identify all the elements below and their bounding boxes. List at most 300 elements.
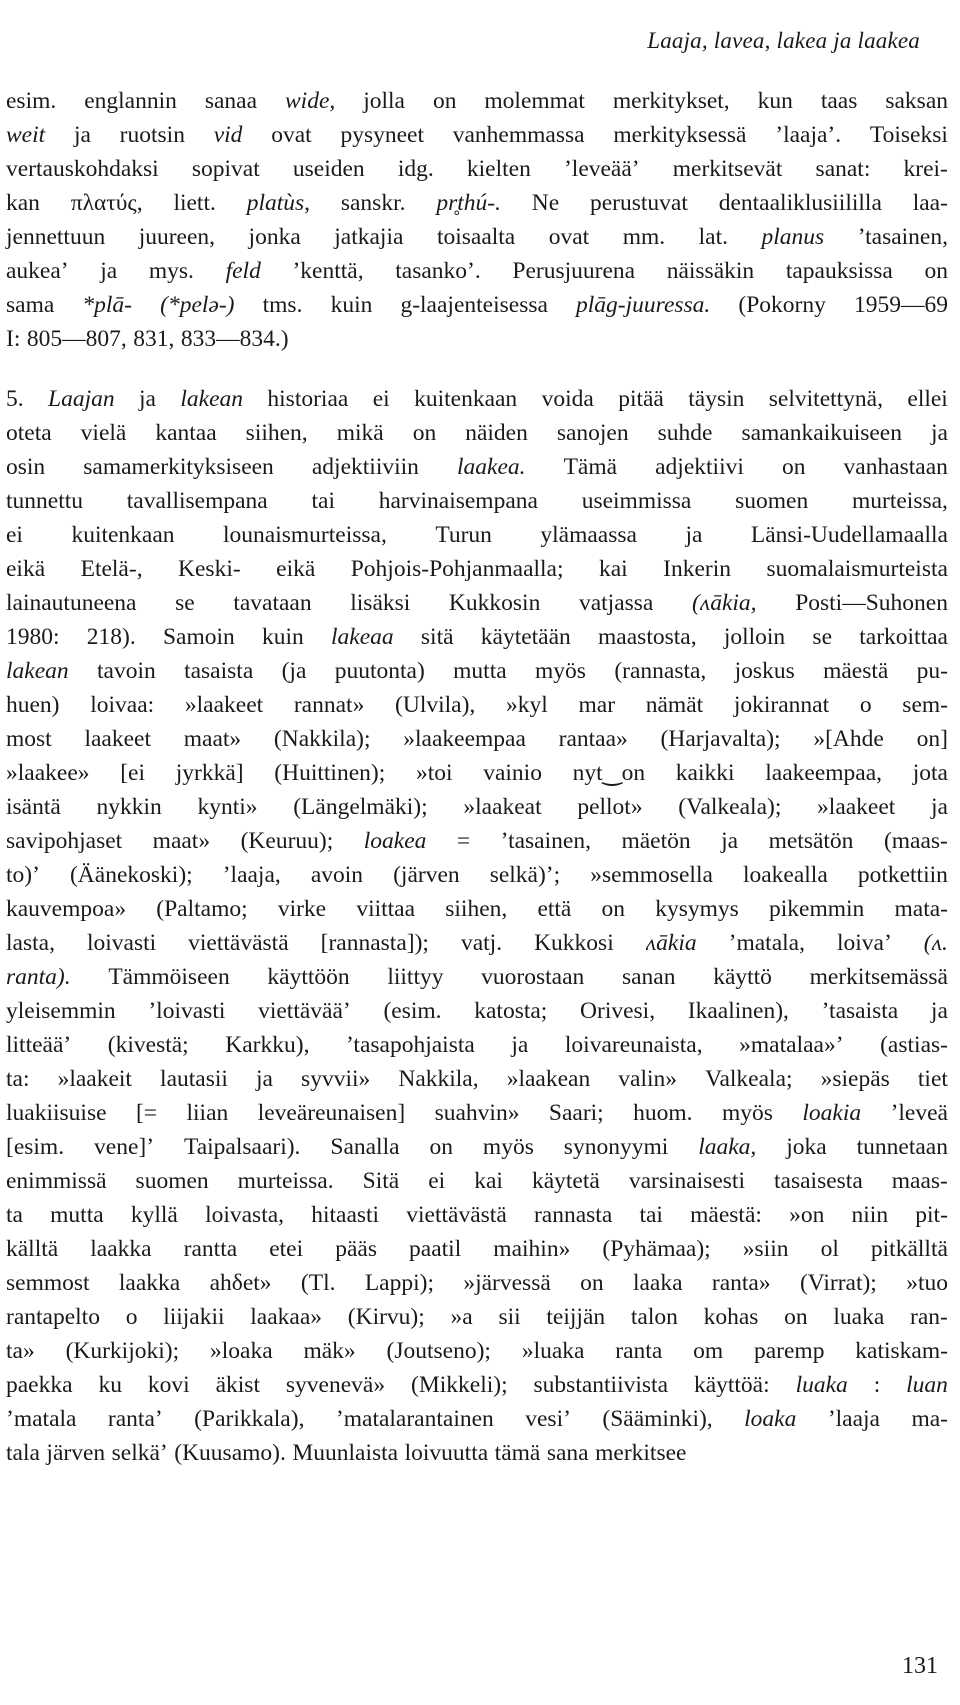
- word: maat»: [183, 726, 242, 752]
- word: 218).: [86, 624, 136, 650]
- text-line: [6, 322, 948, 356]
- word: Ne: [531, 190, 560, 216]
- word: ’tasapohjaista: [346, 1032, 475, 1058]
- body-text: [6, 84, 948, 1470]
- word: ranta: [615, 1338, 663, 1364]
- word: (Huittinen);: [274, 760, 386, 786]
- word: käytetä: [531, 1168, 600, 1194]
- word: oteta: [6, 420, 52, 446]
- word: planus: [761, 224, 825, 250]
- word: tms.: [262, 292, 303, 318]
- word: englannin: [84, 88, 177, 114]
- word: Tämmöiseen: [108, 964, 230, 990]
- word: pääs: [335, 1236, 377, 1262]
- word: ’tasainen,: [500, 828, 591, 854]
- word: mäestä: [823, 658, 889, 684]
- word: rannasta: [533, 1202, 613, 1228]
- text-line: [6, 1062, 948, 1096]
- word: o: [125, 1304, 138, 1330]
- word: katiskam-: [855, 1338, 948, 1364]
- word: ol: [820, 1236, 839, 1262]
- word: sanskr.: [340, 190, 406, 216]
- word: »laakeempaa: [403, 726, 526, 752]
- word: jonka: [248, 224, 301, 250]
- word: Valkeala;: [705, 1066, 793, 1092]
- word: jokirannat: [733, 692, 830, 718]
- word: rannat»: [293, 692, 365, 718]
- word: »tuo: [906, 1270, 948, 1296]
- word: most: [6, 726, 52, 752]
- word: on: [580, 1270, 604, 1296]
- word: »a: [450, 1304, 473, 1330]
- word: (ja: [281, 658, 307, 684]
- word: ja: [685, 522, 703, 548]
- word: kuitenkaan: [71, 522, 175, 548]
- word: käyttöä:: [693, 1372, 770, 1398]
- word: ranta»: [711, 1270, 771, 1296]
- word: historiaa: [267, 386, 349, 412]
- word: ta»: [6, 1338, 35, 1364]
- word: molemmat: [484, 88, 585, 114]
- word: suomen: [135, 1168, 209, 1194]
- word: jennettuun: [6, 224, 106, 250]
- word: (ʌākia,: [691, 590, 757, 616]
- word: sanaa: [204, 88, 258, 114]
- word: vesi’: [525, 1406, 571, 1432]
- word: merkitsevät: [672, 156, 783, 182]
- word: ’laaja’.: [775, 122, 842, 148]
- word: teijjän: [546, 1304, 606, 1330]
- text-line: [6, 688, 948, 722]
- word: lautasii: [160, 1066, 228, 1092]
- word: kynti»: [197, 794, 258, 820]
- word: kysymys: [655, 896, 739, 922]
- word: (Längelmäki);: [293, 794, 428, 820]
- word: :: [873, 1372, 881, 1398]
- word: tunnetaan: [856, 1134, 948, 1160]
- word: selkä’: [111, 1440, 168, 1466]
- word: käyttöön: [267, 964, 350, 990]
- word: »luaka: [521, 1338, 585, 1364]
- word: 831,: [133, 326, 175, 352]
- word: toisaalta: [436, 224, 516, 250]
- word: »laakeit: [57, 1066, 132, 1092]
- word: laakeet: [84, 726, 151, 752]
- word: pu-: [916, 658, 948, 684]
- word: Inkerin: [663, 556, 732, 582]
- word: ja: [100, 258, 118, 284]
- word: samamerkityksiseen: [83, 454, 274, 480]
- text-line: [6, 1232, 948, 1266]
- word: lounaismurteissa,: [223, 522, 387, 548]
- word: perustuvat: [590, 190, 688, 216]
- text-line: [6, 220, 948, 254]
- text-line: [6, 620, 948, 654]
- text-line: [6, 892, 948, 926]
- word: mys.: [148, 258, 194, 284]
- word: sana: [546, 1440, 589, 1466]
- word: adjektiivi: [655, 454, 744, 480]
- text-line: [6, 1096, 948, 1130]
- word: syvvii»: [301, 1066, 371, 1092]
- text-line: [6, 824, 948, 858]
- word: g-laajenteisessa: [400, 292, 548, 318]
- word: sii: [498, 1304, 521, 1330]
- word: selkä)’;: [489, 862, 561, 888]
- word: potkettiin: [857, 862, 948, 888]
- word: (ʌ.: [923, 930, 948, 956]
- word: ’leveää’: [563, 156, 640, 182]
- word: eikä: [276, 556, 316, 582]
- word: ja: [930, 998, 948, 1024]
- word: merkityksessä: [613, 122, 747, 148]
- word: esim.: [6, 88, 57, 114]
- word: loakia: [802, 1100, 862, 1126]
- word: äkist: [215, 1372, 260, 1398]
- word: 805—807,: [26, 326, 127, 352]
- word: ’tasaista: [821, 998, 899, 1024]
- word: ’loivasti: [148, 998, 226, 1024]
- running-header: Laaja, lavea, lakea ja laakea: [647, 28, 920, 53]
- word: 1959—69: [854, 292, 948, 318]
- word: vid: [213, 122, 243, 148]
- word: luaka: [795, 1372, 848, 1398]
- word: tasanko’.: [395, 258, 481, 284]
- word: kai: [474, 1168, 503, 1194]
- word: tai: [311, 488, 335, 514]
- text-line: [6, 1164, 948, 1198]
- word: myös: [482, 1134, 534, 1160]
- text-line: [6, 790, 948, 824]
- word: useiden: [292, 156, 365, 182]
- word: huen): [6, 692, 60, 718]
- word: loivasta,: [205, 1202, 285, 1228]
- word: viettävästä: [188, 930, 289, 956]
- word: kaikki: [675, 760, 735, 786]
- word: (Kuusamo).: [174, 1440, 286, 1466]
- word: tapauksissa: [785, 258, 893, 284]
- word: jatkajia: [334, 224, 404, 250]
- word: (Keuruu);: [240, 828, 334, 854]
- word: voida: [541, 386, 594, 412]
- word: Toiseksi: [869, 122, 948, 148]
- word: viettävästä: [406, 1202, 507, 1228]
- word: mikä: [336, 420, 384, 446]
- word: »on: [789, 1202, 825, 1228]
- word: paatil: [409, 1236, 462, 1262]
- text-line: [6, 722, 948, 756]
- word: näiden: [465, 420, 528, 446]
- text-line: [6, 586, 948, 620]
- word: harvinaisempana: [378, 488, 538, 514]
- word: pysyneet: [340, 122, 424, 148]
- word: liijakii: [163, 1304, 225, 1330]
- word: wide,: [284, 88, 336, 114]
- paragraph-2: [6, 382, 948, 1470]
- word: »semmosella: [590, 862, 713, 888]
- word: lakeaa: [331, 624, 394, 650]
- text-line: [6, 518, 948, 552]
- word: se: [175, 590, 195, 616]
- word: adjektiiviin: [311, 454, 419, 480]
- word: laa-: [912, 190, 948, 216]
- word: laakka: [118, 1270, 181, 1296]
- text-line: [6, 960, 948, 994]
- word: loakea: [363, 828, 427, 854]
- word: Muunlaista: [292, 1440, 399, 1466]
- word: sanat:: [815, 156, 871, 182]
- word: tasaista: [184, 658, 254, 684]
- word: (maas-: [883, 828, 948, 854]
- text-line: [6, 756, 948, 790]
- word: ovat: [271, 122, 312, 148]
- word: litteää’: [6, 1032, 72, 1058]
- word: »laakeet: [184, 692, 264, 718]
- word: siihen,: [445, 896, 508, 922]
- word: ’matalarantainen: [335, 1406, 494, 1432]
- word: vuorostaan: [481, 964, 585, 990]
- word: pitkälltä: [870, 1236, 948, 1262]
- word: merkitsemässä: [809, 964, 948, 990]
- word: kielten: [466, 156, 531, 182]
- word: jolloin: [723, 624, 786, 650]
- word: mar: [578, 692, 616, 718]
- word: merkitsee: [595, 1440, 687, 1466]
- word: ja: [930, 420, 948, 446]
- word: samankaikuiseen: [741, 420, 902, 446]
- word: (Pyhämaa);: [602, 1236, 711, 1262]
- word: πλατύς,: [70, 190, 143, 216]
- text-line: [6, 552, 948, 586]
- word: jolla: [363, 88, 405, 114]
- word: ’laaja: [827, 1406, 880, 1432]
- word: paremp: [753, 1338, 825, 1364]
- text-line: [6, 1300, 948, 1334]
- word: suahvin»: [434, 1100, 520, 1126]
- word: ’tasainen,: [857, 224, 948, 250]
- word: on: [601, 896, 626, 922]
- word: pikemmin: [769, 896, 865, 922]
- text-line: [6, 382, 948, 416]
- word: viettävää’: [258, 998, 351, 1024]
- word: sem-: [902, 692, 948, 718]
- word: (Kurkijoki);: [65, 1338, 180, 1364]
- word: vatj.: [460, 930, 503, 956]
- word: ma-: [911, 1406, 948, 1432]
- word: on: [924, 258, 948, 284]
- word: ja: [931, 794, 948, 820]
- word: (rannasta,: [614, 658, 707, 684]
- word: kan: [6, 190, 40, 216]
- word: laakaa»: [250, 1304, 323, 1330]
- word: avoin: [310, 862, 364, 888]
- word: ʌākia: [645, 930, 697, 956]
- word: (Virrat);: [799, 1270, 877, 1296]
- word: I:: [6, 326, 21, 352]
- word: on: [432, 88, 457, 114]
- word: (Pokorny: [738, 292, 826, 318]
- word: (Valkeala);: [678, 794, 782, 820]
- word: puutonta): [334, 658, 425, 684]
- word: on: [784, 1304, 808, 1330]
- word: tavoin: [96, 658, 156, 684]
- word: lainautuneena: [6, 590, 137, 616]
- text-line: [6, 1402, 948, 1436]
- word: rantta: [183, 1236, 238, 1262]
- text-line: [6, 1436, 948, 1470]
- word: Pohjois-Pohjanmaalla;: [350, 556, 564, 582]
- word: valin»: [618, 1066, 678, 1092]
- word: metsätön: [768, 828, 854, 854]
- word: »laakee»: [6, 760, 90, 786]
- word: [=: [135, 1100, 158, 1126]
- text-line: [6, 1368, 948, 1402]
- word: myös: [722, 1100, 773, 1126]
- word: mäk»: [303, 1338, 356, 1364]
- word: on: [412, 420, 437, 446]
- word: vielä: [80, 420, 127, 446]
- word: Kukkosin: [448, 590, 541, 616]
- word: katosta;: [474, 998, 548, 1024]
- word: laakea.: [456, 454, 526, 480]
- paragraph-1: [6, 84, 948, 356]
- word: laaka: [632, 1270, 683, 1296]
- word: joka: [786, 1134, 827, 1160]
- word: suomen: [735, 488, 809, 514]
- word: Etelä-,: [80, 556, 143, 582]
- text-line: [6, 1266, 948, 1300]
- word: »siin: [742, 1236, 789, 1262]
- word: »[Ahde: [813, 726, 884, 752]
- word: kyllä: [130, 1202, 178, 1228]
- word: (esim.: [383, 998, 442, 1024]
- word: krei-: [903, 156, 948, 182]
- word: liett.: [173, 190, 216, 216]
- word: to)’: [6, 862, 40, 888]
- word: tiet: [917, 1066, 948, 1092]
- word: Ikaalinen),: [687, 998, 789, 1024]
- word: kuitenkaan: [414, 386, 518, 412]
- text-line: [6, 1198, 948, 1232]
- word: Karkku),: [225, 1032, 310, 1058]
- word: »laakeat: [463, 794, 542, 820]
- text-line: [6, 1028, 948, 1062]
- word: useimmissa: [581, 488, 692, 514]
- word: (Harjavalta);: [660, 726, 781, 752]
- word: mäetön: [621, 828, 691, 854]
- word: Sanalla: [330, 1134, 400, 1160]
- word: Tämä: [563, 454, 618, 480]
- word: kohas: [703, 1304, 759, 1330]
- word: juureen,: [138, 224, 216, 250]
- word: ta: [6, 1202, 23, 1228]
- text-line: [6, 654, 948, 688]
- word: ja: [139, 386, 156, 412]
- word: (astias-: [880, 1032, 948, 1058]
- word: ’matala: [6, 1406, 77, 1432]
- word: että: [537, 896, 572, 922]
- word: loaka: [744, 1406, 797, 1432]
- word: vatjassa: [578, 590, 654, 616]
- word: semmost: [6, 1270, 90, 1296]
- word: synonyymi: [563, 1134, 669, 1160]
- word: jyrkkä]: [175, 760, 244, 786]
- word: isäntä: [6, 794, 61, 820]
- word: laaka,: [698, 1134, 757, 1160]
- word: murteissa,: [851, 488, 948, 514]
- word: tala: [6, 1440, 40, 1466]
- word: om: [693, 1338, 724, 1364]
- word: liittyy: [387, 964, 444, 990]
- word: lasta,: [6, 930, 55, 956]
- word: sanan: [621, 964, 676, 990]
- word: (Nakkila);: [273, 726, 371, 752]
- word: ’kenttä,: [292, 258, 364, 284]
- word: (Mikkeli);: [411, 1372, 508, 1398]
- word: mata-: [894, 896, 948, 922]
- word: Keski-: [178, 556, 241, 582]
- word: (järven: [393, 862, 460, 888]
- word: (Äänekoski);: [69, 862, 193, 888]
- word: enimmissä: [6, 1168, 107, 1194]
- word: (Joutseno);: [386, 1338, 491, 1364]
- word: loivaa:: [90, 692, 155, 718]
- word: maihin»: [493, 1236, 571, 1262]
- word: [ei: [120, 760, 146, 786]
- word: lisäksi: [350, 590, 411, 616]
- word: on: [781, 454, 806, 480]
- word: källtä: [6, 1236, 59, 1262]
- word: sama: [6, 292, 55, 318]
- word: savipohjaset: [6, 828, 123, 854]
- text-line: [6, 1130, 948, 1164]
- word: siihen,: [245, 420, 308, 446]
- word: loivasti: [86, 930, 157, 956]
- word: ranta’: [107, 1406, 163, 1432]
- text-line: [6, 186, 948, 220]
- word: viittaa: [356, 896, 416, 922]
- word: »järvessä: [463, 1270, 551, 1296]
- word: huom.: [633, 1100, 693, 1126]
- word: vainio: [483, 760, 542, 786]
- word: mutta: [50, 1202, 104, 1228]
- word: ranta).: [6, 964, 71, 990]
- word: loakealla: [742, 862, 828, 888]
- word: pr̥thú-.: [436, 190, 501, 216]
- word: yleisemmin: [6, 998, 116, 1024]
- word: kovi: [147, 1372, 190, 1398]
- word: tai: [639, 1202, 663, 1228]
- word: Länsi-Uudellamaalla: [750, 522, 948, 548]
- word: paekka: [6, 1372, 73, 1398]
- word: ei: [372, 386, 390, 412]
- word: ei: [6, 522, 23, 548]
- word: vene]’: [94, 1134, 155, 1160]
- word: tavataan: [233, 590, 312, 616]
- word: Lappi);: [364, 1270, 434, 1296]
- word: virke: [277, 896, 327, 922]
- word: se: [812, 624, 832, 650]
- word: sanojen: [556, 420, 629, 446]
- word: varsinaisesti: [628, 1168, 745, 1194]
- word: Posti—Suhonen: [795, 590, 948, 616]
- word: myös: [535, 658, 586, 684]
- word: maastosta,: [598, 624, 697, 650]
- word: hitaasti: [311, 1202, 380, 1228]
- word: tasaisesta: [774, 1168, 863, 1194]
- word: loivareunaista,: [564, 1032, 703, 1058]
- text-line: [6, 152, 948, 186]
